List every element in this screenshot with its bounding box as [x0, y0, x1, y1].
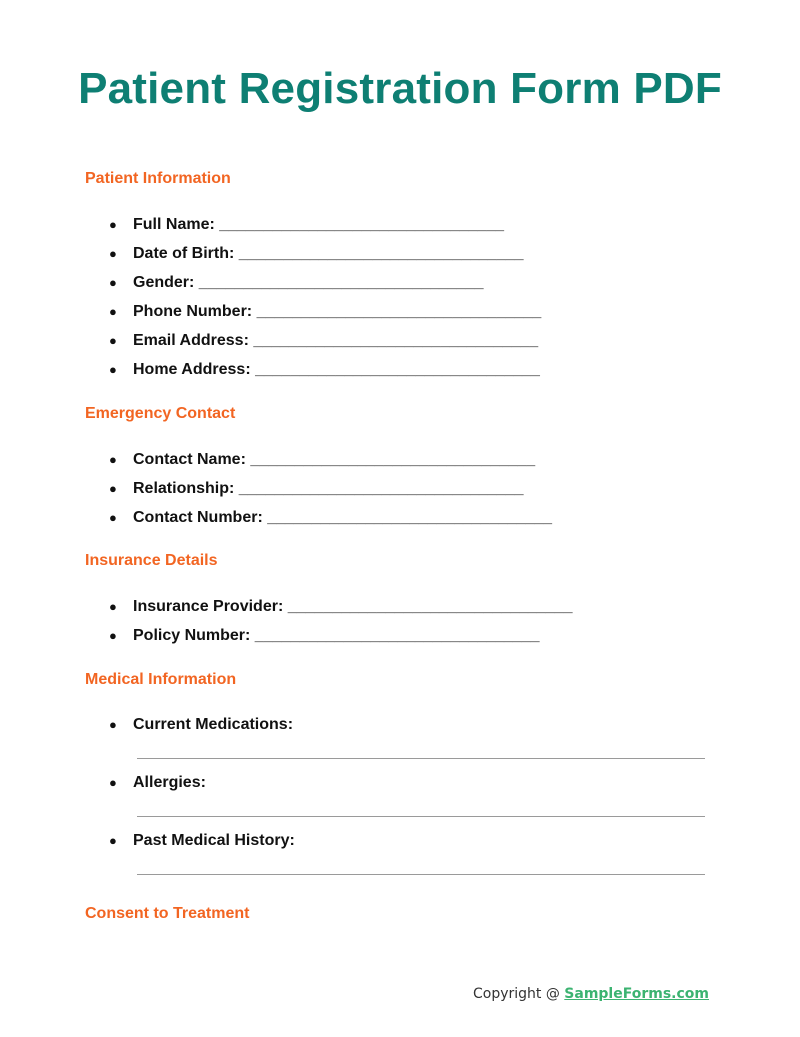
bullet-icon: ●	[109, 452, 117, 467]
allergies-answer-line[interactable]	[137, 816, 705, 817]
bullet-icon: ●	[109, 481, 117, 496]
field-home-address[interactable]: Home Address: ________________________________	[133, 361, 540, 378]
bullet-icon: ●	[109, 599, 117, 614]
list-item	[0, 326, 800, 355]
bullet-icon: ●	[109, 510, 117, 525]
field-phone-number[interactable]: Phone Number: ________________________________	[133, 303, 542, 320]
field-relationship[interactable]: Relationship: ________________________________	[133, 480, 524, 497]
past-medical-history-label: Past Medical History:	[133, 832, 295, 849]
bullet-icon: ●	[109, 362, 117, 377]
field-insurance-provider[interactable]: Insurance Provider: ________________________________	[133, 598, 573, 615]
bullet-icon: ●	[109, 833, 117, 848]
list-item	[0, 239, 800, 268]
patient-information-list	[0, 210, 800, 384]
section-heading-emergency-contact: Emergency Contact	[85, 405, 236, 422]
section-heading-insurance-details: Insurance Details	[85, 552, 218, 569]
list-item	[0, 297, 800, 326]
bullet-icon: ●	[109, 275, 117, 290]
list-item	[0, 621, 800, 650]
section-heading-consent-to-treatment: Consent to Treatment	[85, 905, 250, 922]
footer-copyright	[473, 986, 709, 1002]
list-item	[0, 355, 800, 384]
current-medications-label: Current Medications:	[133, 716, 294, 733]
list-item	[0, 713, 800, 771]
field-full-name[interactable]: Full Name: ________________________________	[133, 216, 504, 233]
bullet-icon: ●	[109, 775, 117, 790]
field-contact-name[interactable]: Contact Name: ________________________________	[133, 451, 536, 468]
copyright-text: Copyright @	[472, 986, 565, 1002]
insurance-details-list	[0, 592, 800, 650]
bullet-icon: ●	[109, 333, 117, 348]
list-item	[0, 210, 800, 239]
page-title: Patient Registration Form PDF	[78, 64, 722, 113]
bullet-icon: ●	[109, 628, 117, 643]
current-medications-answer-line[interactable]	[137, 758, 705, 759]
field-gender[interactable]: Gender: ________________________________	[133, 274, 484, 291]
field-email-address[interactable]: Email Address: ________________________________	[133, 332, 539, 349]
list-item	[0, 268, 800, 297]
list-item	[0, 445, 800, 474]
emergency-contact-list	[0, 445, 800, 532]
field-date-of-birth[interactable]: Date of Birth: ________________________________	[133, 245, 524, 262]
field-policy-number[interactable]: Policy Number: ________________________________	[133, 627, 540, 644]
brand-link[interactable]: SampleForms.com	[564, 986, 709, 1002]
past-medical-history-answer-line[interactable]	[137, 874, 705, 875]
list-item	[0, 829, 800, 887]
bullet-icon: ●	[109, 717, 117, 732]
field-contact-number[interactable]: Contact Number: ________________________________	[133, 509, 552, 526]
section-heading-patient-information: Patient Information	[85, 170, 231, 187]
bullet-icon: ●	[109, 304, 117, 319]
bullet-icon: ●	[109, 246, 117, 261]
list-item	[0, 474, 800, 503]
bullet-icon: ●	[109, 217, 117, 232]
allergies-label: Allergies:	[133, 774, 206, 791]
list-item	[0, 771, 800, 829]
section-heading-medical-information: Medical Information	[85, 671, 237, 688]
list-item	[0, 592, 800, 621]
list-item	[0, 503, 800, 532]
